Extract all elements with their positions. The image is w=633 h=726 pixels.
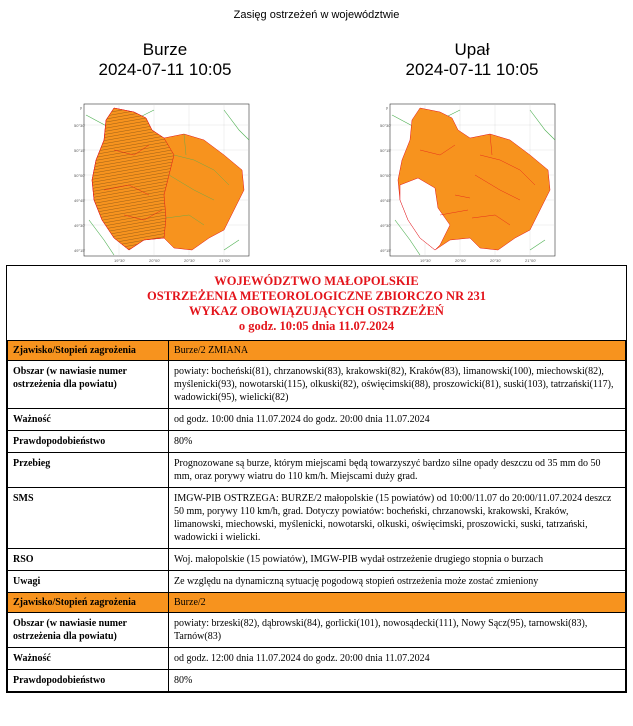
heat-map-heading: [357, 40, 587, 80]
storm-map-heading: [50, 40, 280, 80]
lon-tick: 19°30': [420, 258, 432, 263]
heat-warning-map: [380, 100, 560, 265]
page-title: Zasięg ostrzeżeń w województwie: [233, 9, 400, 21]
table-row: [8, 571, 626, 593]
table-row: [8, 488, 626, 549]
storm-warning-map: [74, 100, 254, 265]
row-value: 80%: [169, 431, 626, 453]
lon-tick: 20°30': [184, 258, 196, 263]
heat-map-svg: [380, 100, 560, 265]
table-row: [8, 409, 626, 431]
lon-tick: 20°30': [490, 258, 502, 263]
lat-tick: 49°45': [74, 198, 86, 203]
row-value: 80%: [169, 670, 626, 692]
header-list-title: WYKAZ OBOWIĄZUJĄCYCH OSTRZEŻEŃ: [189, 304, 444, 318]
row-label: RSO: [8, 549, 169, 571]
document-header: [7, 266, 626, 340]
lat-tick: 49°30': [74, 223, 86, 228]
table-row: [8, 453, 626, 488]
row-label: Ważność: [8, 409, 169, 431]
lat-tick: 49°15': [380, 248, 392, 253]
header-bulletin-number: OSTRZEŻENIA METEOROLOGICZNE ZBIORCZO NR 231: [147, 289, 486, 303]
lat-tick: 50°15': [380, 148, 392, 153]
table-row: [8, 549, 626, 571]
row-label: Zjawisko/Stopień zagrożenia: [8, 341, 169, 361]
warning-document: [6, 265, 627, 693]
row-value: od godz. 10:00 dnia 11.07.2024 do godz. 20:00 dnia 11.07.2024: [169, 409, 626, 431]
row-label: Obszar (w nawiasie numer ostrzeżenia dla powiatu): [8, 613, 169, 648]
storm-map-svg: [74, 100, 254, 265]
lat-tick: 50°15': [74, 148, 86, 153]
map-datetime: 2024-07-11 10:05: [405, 60, 539, 79]
lat-tick: 49°15': [74, 248, 86, 253]
row-value: Prognozowane są burze, którym miejscami będą towarzyszyć bardzo silne opady deszczu od 35 mm do 50 mm, oraz porywy wiatru do 110 km/h. Miejscami duży grad.: [169, 453, 626, 488]
map-title: Burze: [142, 40, 188, 59]
row-value: IMGW-PIB OSTRZEGA: BURZE/2 małopolskie (15 powiatów) od 10:00/11.07 do 20:00/11.07.2024 deszcz 50 mm, porywy 110 km/h, grad. Dotyczy powiatów: bocheński, chrzanowski, krakowski, Kraków, limanowski, miechowski, myślenicki, nowotarski, olkuski, oświęcimski, proszowicki, suski, tatrzański, wadowicki i wielicki.: [169, 488, 626, 549]
row-value: Burze/2: [169, 593, 626, 613]
lat-tick: 50°00': [74, 173, 86, 178]
table-row: [8, 431, 626, 453]
table-row: [8, 361, 626, 409]
map-corner-mark: y: [386, 105, 388, 110]
lat-tick: 50°30': [380, 123, 392, 128]
row-label: Zjawisko/Stopień zagrożenia: [8, 593, 169, 613]
lat-tick: 49°45': [380, 198, 392, 203]
map-datetime: 2024-07-11 10:05: [98, 60, 232, 79]
lon-tick: 19°30': [114, 258, 126, 263]
header-region: WOJEWÓDZTWO MAŁOPOLSKIE: [214, 274, 419, 288]
lat-tick: 50°30': [74, 123, 86, 128]
row-value: powiaty: bocheński(81), chrzanowski(83), krakowski(82), Kraków(83), limanowski(100), miechowski(82), myślenicki(93), nowotarski(115), olkuski(82), oświęcimski(88), proszowicki(81), suski(103), tatrzański(117), wadowicki(95), wielicki(82): [169, 361, 626, 409]
table-row: [8, 593, 626, 613]
lon-tick: 20°00': [149, 258, 161, 263]
row-label: SMS: [8, 488, 169, 549]
map-title: Upał: [454, 40, 490, 59]
map-corner-mark: y: [80, 105, 82, 110]
lon-tick: 21°00': [525, 258, 537, 263]
row-label: Uwagi: [8, 571, 169, 593]
lat-tick: 49°30': [380, 223, 392, 228]
row-label: Obszar (w nawiasie numer ostrzeżenia dla powiatu): [8, 361, 169, 409]
table-row: [8, 648, 626, 670]
lon-tick: 21°00': [219, 258, 231, 263]
table-row: [8, 670, 626, 692]
row-label: Przebieg: [8, 453, 169, 488]
row-value: Burze/2 ZMIANA: [169, 341, 626, 361]
warnings-table: [7, 340, 626, 692]
row-value: powiaty: brzeski(82), dąbrowski(84), gorlicki(101), nowosądecki(111), Nowy Sącz(95), tarnowski(83), Tarnów(83): [169, 613, 626, 648]
row-value: Woj. małopolskie (15 powiatów), IMGW-PIB wydał ostrzeżenie drugiego stopnia o burzach: [169, 549, 626, 571]
row-value: Ze względu na dynamiczną sytuację pogodową stopień ostrzeżenia może zostać zmieniony: [169, 571, 626, 593]
table-row: [8, 613, 626, 648]
row-label: Prawdopodobieństwo: [8, 670, 169, 692]
row-label: Prawdopodobieństwo: [8, 431, 169, 453]
lon-tick: 20°00': [455, 258, 467, 263]
table-row: [8, 341, 626, 361]
header-issue-time: o godz. 10:05 dnia 11.07.2024: [238, 319, 395, 333]
row-value: od godz. 12:00 dnia 11.07.2024 do godz. 20:00 dnia 11.07.2024: [169, 648, 626, 670]
lat-tick: 50°00': [380, 173, 392, 178]
row-label: Ważność: [8, 648, 169, 670]
